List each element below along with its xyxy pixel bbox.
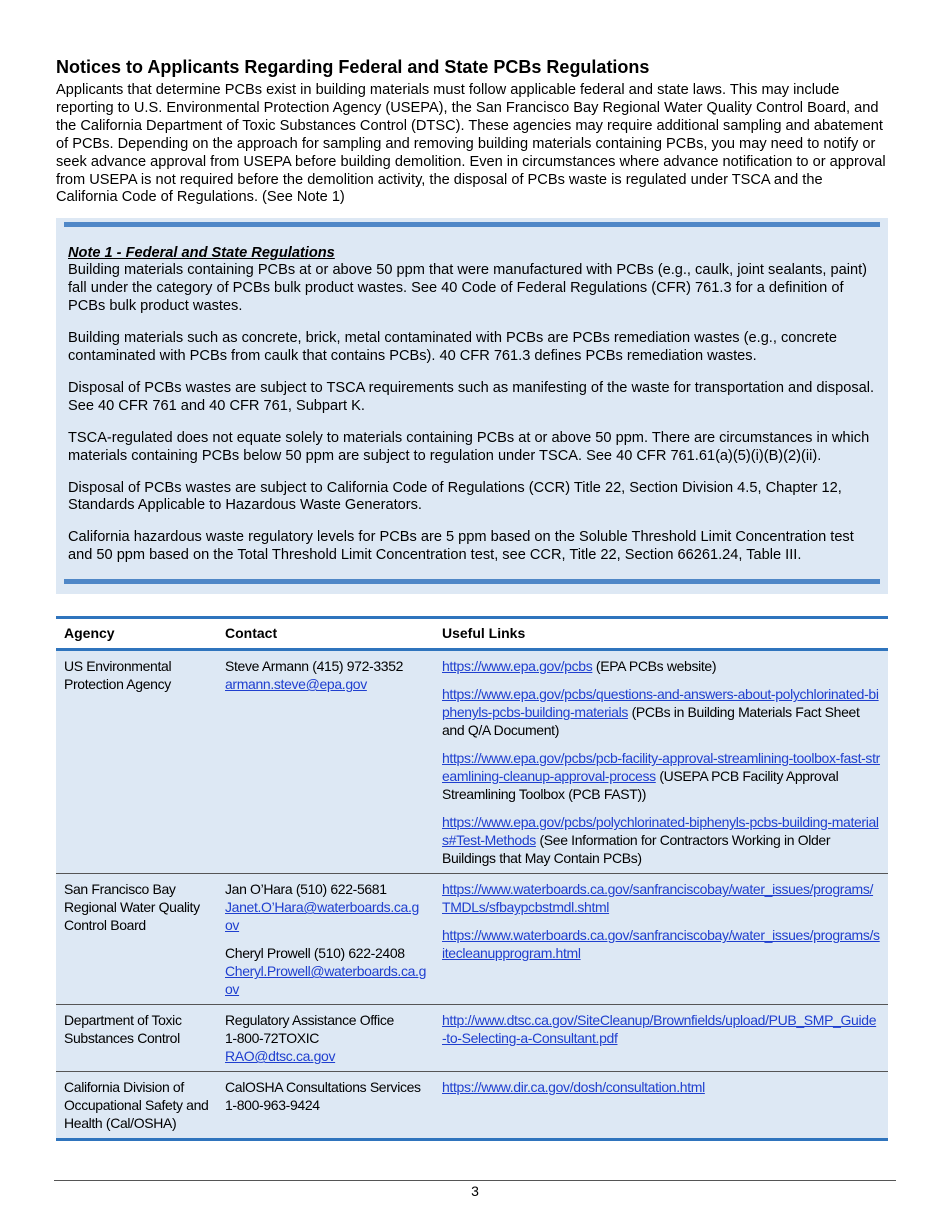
contact-name-phone: Cheryl Prowell (510) 622-2408 bbox=[225, 945, 405, 962]
note-paragraph: Building materials containing PCBs at or above 50 ppm that were manufactured with PCBs (e.g., caulk, joint sealants, paint) fall under the category of PCBs bulk product wastes. See 40 Code of Federal Regulations (CFR) 761.3 for a definition of PCBs bulk product wastes. bbox=[68, 262, 868, 315]
note-box bbox=[56, 218, 888, 594]
link-block bbox=[442, 685, 880, 739]
contact-block bbox=[225, 657, 426, 693]
contact-office: CalOSHA Consultations Services bbox=[225, 1079, 421, 1096]
contact-phone: 1-800-963-9424 bbox=[225, 1097, 320, 1114]
note-paragraph: Disposal of PCBs wastes are subject to TSCA requirements such as manifesting of the waste for transportation and disposal. See 40 CFR 761 and 40 CFR 761, Subpart K. bbox=[68, 379, 875, 414]
note-paragraph: California hazardous waste regulatory levels for PCBs are 5 ppm based on the Soluble Threshold Limit Concentration test and 50 ppm based on the Total Threshold Limit Concentration test, see CCR, Title 22, Section 66261.24, Table III. bbox=[68, 529, 854, 564]
intro-paragraph: Applicants that determine PCBs exist in building materials must follow applicable federal and state laws. This may include reporting to U.S. Environmental Protection Agency (USEPA), the San Francisco Bay Regional Water Quality Control Board, and the California Department of Toxic Substances Control (DTSC). These agencies may require additional sampling and abatement of PCBs. Depending on the approach for sampling and removing building materials containing PCBs, you may need to notify or seek advance approval from USEPA before building demolition. Even in circumstances where advance notification to or approval from USEPA is not required before the demolition activity, the disposal of PCBs waste is regulated under TSCA and the California Code of Regulations. (See Note 1) bbox=[56, 82, 886, 206]
contact-cell bbox=[217, 1005, 434, 1072]
note-paragraph: Disposal of PCBs wastes are subject to California Code of Regulations (CCR) Title 22, Section Division 4.5, Chapter 12, Standards Applicable to Hazardous Waste Generators. bbox=[68, 479, 842, 514]
agency-cell: California Division of Occupational Safety and Health (Cal/OSHA) bbox=[56, 1072, 217, 1140]
table-row bbox=[56, 1005, 888, 1072]
contact-email-link[interactable]: Cheryl.Prowell@waterboards.ca.gov bbox=[225, 963, 427, 998]
contact-phone: 1-800-72TOXIC bbox=[225, 1030, 320, 1047]
table-header-row bbox=[56, 618, 888, 650]
contact-cell bbox=[217, 1072, 434, 1140]
links-cell bbox=[434, 650, 888, 874]
link-description: (See Information for Contractors Working in Older Buildings that May Contain PCBs) bbox=[442, 832, 831, 867]
note-bottom-rule bbox=[64, 579, 880, 584]
agency-cell: San Francisco Bay Regional Water Quality Control Board bbox=[56, 874, 217, 1005]
useful-link[interactable]: https://www.epa.gov/pcbs/polychlorinated-biphenyls-pcbs-building-materials#Test-Methods bbox=[442, 814, 879, 849]
contact-block bbox=[225, 880, 426, 934]
link-description: (EPA PCBs website) bbox=[592, 658, 717, 675]
useful-link[interactable]: https://www.epa.gov/pcbs/questions-and-answers-about-polychlorinated-biphenyls-pcbs-building-materials bbox=[442, 686, 879, 721]
link-block bbox=[442, 657, 880, 675]
useful-link[interactable]: https://www.epa.gov/pcbs/pcb-facility-approval-streamlining-toolbox-fast-streamlining-cleanup-approval-process bbox=[442, 750, 880, 785]
links-cell bbox=[434, 1005, 888, 1072]
contact-cell bbox=[217, 874, 434, 1005]
table-row bbox=[56, 1072, 888, 1140]
contact-name-phone: Steve Armann (415) 972-3352 bbox=[225, 658, 404, 675]
header-useful-links: Useful Links bbox=[434, 618, 888, 650]
contact-email-link[interactable]: armann.steve@epa.gov bbox=[225, 676, 367, 693]
contact-cell bbox=[217, 650, 434, 874]
link-description: (PCBs in Building Materials Fact Sheet and Q/A Document) bbox=[442, 704, 860, 739]
useful-link[interactable]: https://www.dir.ca.gov/dosh/consultation.html bbox=[442, 1079, 705, 1096]
agency-cell: US Environmental Protection Agency bbox=[56, 650, 217, 874]
useful-link[interactable]: https://www.waterboards.ca.gov/sanfranciscobay/water_issues/programs/TMDLs/sfbaypcbstmdl.shtml bbox=[442, 881, 874, 916]
table-row bbox=[56, 650, 888, 874]
table-row bbox=[56, 874, 888, 1005]
contact-office: Regulatory Assistance Office bbox=[225, 1012, 394, 1029]
agency-cell: Department of Toxic Substances Control bbox=[56, 1005, 217, 1072]
useful-link[interactable]: http://www.dtsc.ca.gov/SiteCleanup/Brownfields/upload/PUB_SMP_Guide-to-Selecting-a-Consultant.pdf bbox=[442, 1012, 877, 1047]
contact-block bbox=[225, 944, 426, 998]
link-block bbox=[442, 926, 880, 962]
header-contact: Contact bbox=[217, 618, 434, 650]
contact-email-link[interactable]: RAO@dtsc.ca.gov bbox=[225, 1048, 336, 1065]
links-cell bbox=[434, 874, 888, 1005]
note-title: Note 1 - Federal and State Regulations bbox=[68, 245, 335, 262]
document-page bbox=[56, 56, 888, 1141]
link-block bbox=[442, 749, 880, 803]
contact-email-link[interactable]: Janet.O’Hara@waterboards.ca.gov bbox=[225, 899, 419, 934]
note-paragraph: Building materials such as concrete, brick, metal contaminated with PCBs are PCBs remediation wastes (e.g., concrete contaminated with PCBs from caulk that contains PCBs). 40 CFR 761.3 defines PCBs remediation wastes. bbox=[68, 330, 837, 364]
note-paragraph: TSCA-regulated does not equate solely to materials containing PCBs at or above 50 ppm. There are circumstances in which materials containing PCBs below 50 ppm are subject to regulation under TSCA. See 40 CFR 761.61(a)(5)(i)(B)(2)(ii). bbox=[68, 429, 870, 464]
page-title: Notices to Applicants Regarding Federal and State PCBs Regulations bbox=[56, 57, 650, 77]
links-cell bbox=[434, 1072, 888, 1140]
useful-link[interactable]: https://www.waterboards.ca.gov/sanfranciscobay/water_issues/programs/sitecleanupprogram.html bbox=[442, 927, 880, 962]
useful-link[interactable]: https://www.epa.gov/pcbs bbox=[442, 658, 593, 675]
header-agency: Agency bbox=[56, 618, 217, 650]
link-block bbox=[442, 813, 880, 867]
agency-contacts-table bbox=[56, 616, 888, 1141]
footer-rule bbox=[54, 1180, 896, 1181]
page-number: 3 bbox=[471, 1183, 479, 1199]
link-block bbox=[442, 880, 880, 916]
contact-name-phone: Jan O’Hara (510) 622-5681 bbox=[225, 881, 387, 898]
link-description: (USEPA PCB Facility Approval Streamlining Toolbox (PCB FAST)) bbox=[442, 768, 839, 803]
